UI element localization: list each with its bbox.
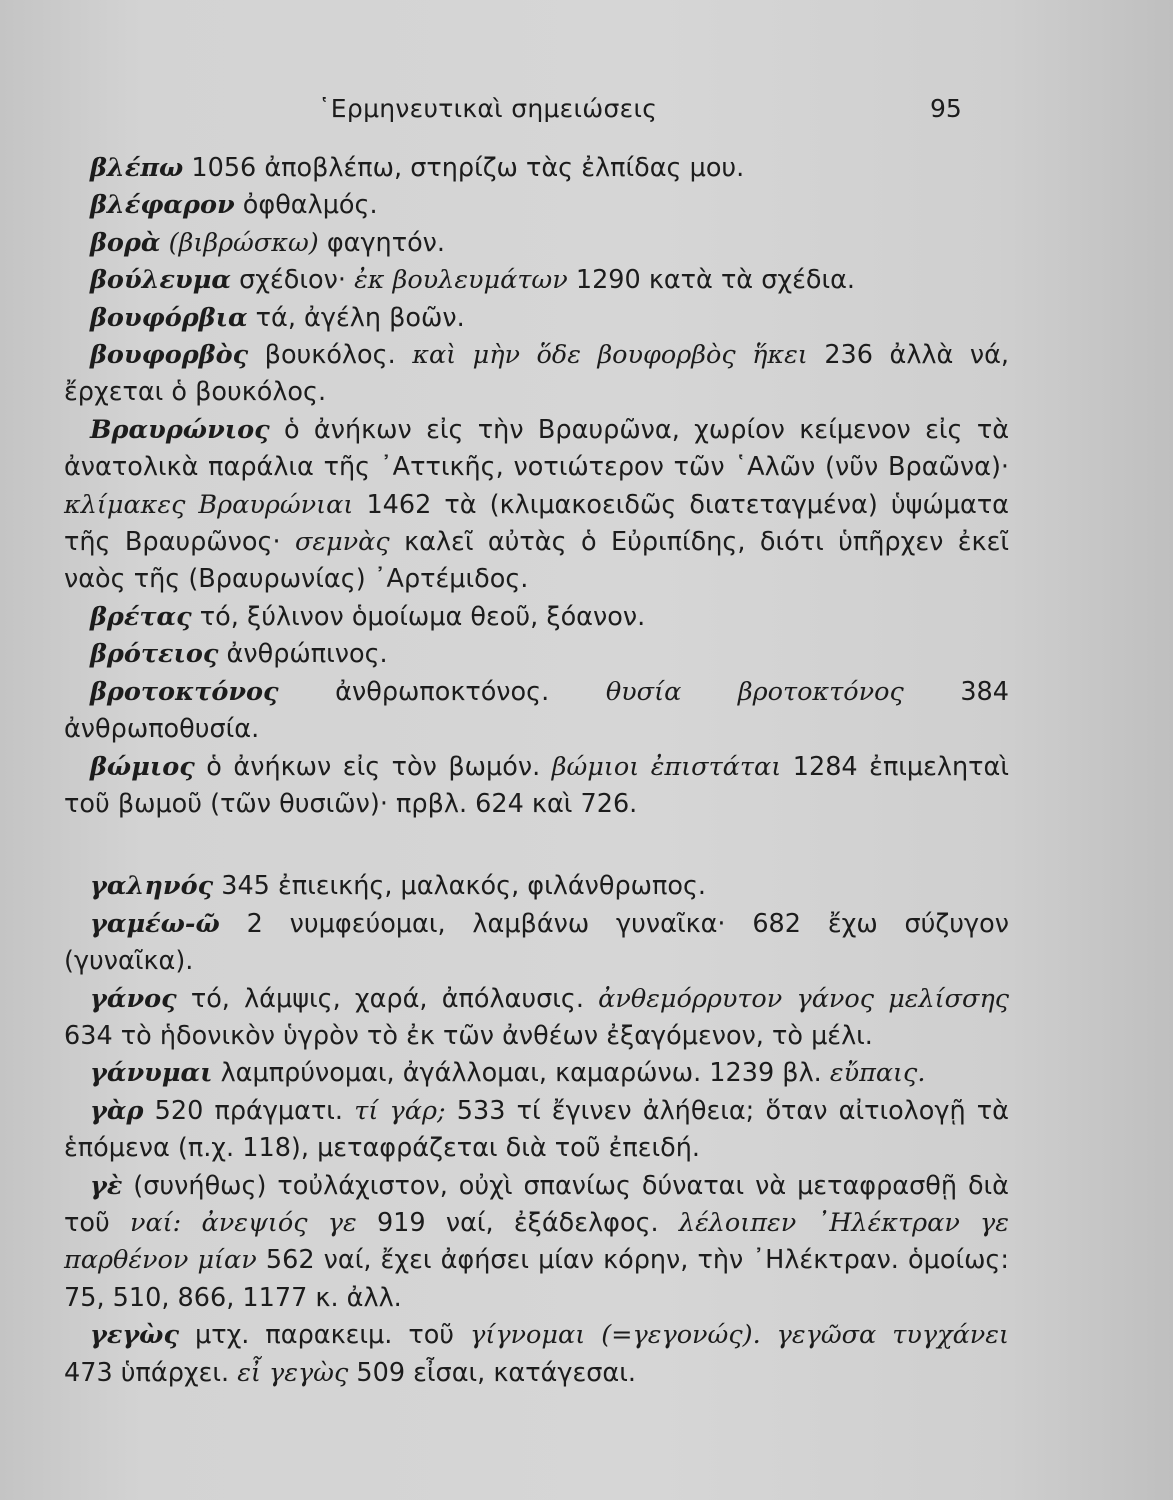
entry-gloss: μτχ. παρακειμ. τοῦ xyxy=(178,1320,471,1351)
entry-lemma: γάνος xyxy=(90,983,177,1014)
entry-gloss: 345 ἐπιεικής, μαλακός, φιλάνθρωπος. xyxy=(213,871,707,902)
entry-lemma: βώμιος xyxy=(90,751,195,782)
page-title: ῾Ερμηνευτικαὶ σημειώσεις xyxy=(318,94,658,123)
entry-gloss: ἀνθρώπινος. xyxy=(218,639,388,670)
entry-gloss: 236 ἀλλὰ νά, ἔρχεται ὁ βουκόλος. xyxy=(64,340,1009,408)
entry-quotation: σεμνὰς xyxy=(295,527,390,558)
entry-quotation: ναί: ἀνεψιός γε xyxy=(129,1207,357,1238)
dictionary-entry xyxy=(64,1055,1009,1092)
entry-lemma: βορὰ xyxy=(90,227,161,258)
dictionary-entry xyxy=(64,150,1009,187)
entry-gloss: 473 ὑπάρχει. xyxy=(64,1357,238,1388)
page-number: 95 xyxy=(930,94,962,123)
entry-gloss: 509 εἶσαι, κατάγεσαι. xyxy=(348,1357,636,1388)
dictionary-entry xyxy=(64,1317,1009,1392)
entry-gloss: 2 νυμφεύομαι, λαμβάνω γυναῖκα· 682 ἔχω σύζυγον (γυναῖκα). xyxy=(64,908,1009,977)
entry-gloss: 1284 ἐπιμεληταὶ τοῦ βωμοῦ (τῶν θυσιῶν)· πρβλ. 624 καὶ 726. xyxy=(64,751,1009,819)
entry-gloss: (συνήθως) τοὐλάχιστον, οὐχὶ σπανίως δύναται νὰ μεταφρασθῇ διὰ τοῦ xyxy=(64,1170,1009,1238)
entry-quotation: ἀνθεμόρρυτον γάνος μελίσσης xyxy=(598,983,1010,1014)
entry-gloss: ὁ ἀνήκων εἰς τὴν Βραυρῶνα, χωρίον κείμενον εἰς τὰ ἀνατολικὰ παράλια τῆς ᾿Αττικῆς, νοτιώτερον τῶν ῾Αλῶν (νῦν Βραῶνα)· xyxy=(64,414,1009,483)
entry-lemma: βρότειος xyxy=(90,639,219,670)
dictionary-entry xyxy=(64,262,1009,299)
entry-gloss: 384 ἀνθρωποθυσία. xyxy=(64,676,1010,745)
entry-gloss: ὁ ἀνήκων εἰς τὸν βωμόν. xyxy=(194,751,552,782)
entry-lemma: βουφορβὸς xyxy=(90,340,249,371)
entry-gloss: 533 τί ἔγινεν ἀλήθεια; ὅταν αἰτιολογῇ τὰ ἑπόμενα (π.χ. 118), μεταφράζεται διὰ τοῦ ἐπειδή. xyxy=(64,1095,1009,1164)
entry-gloss: 919 ναί, ἐξάδελφος. xyxy=(356,1207,679,1238)
entry-quotation: γίγνομαι (=γεγονώς). γεγῶσα τυγχάνει xyxy=(470,1320,1009,1351)
dictionary-entry xyxy=(64,906,1009,981)
dictionary-entry xyxy=(64,636,1009,673)
entry-gloss: φαγητόν. xyxy=(318,227,446,258)
section-gamma xyxy=(64,868,1009,1392)
dictionary-entry xyxy=(64,599,1009,636)
entry-gloss: 634 τὸ ἡδονικὸν ὑγρὸν τὸ ἐκ τῶν ἀνθέων ἐξαγόμενον, τὸ μέλι. xyxy=(64,1020,873,1051)
page-body xyxy=(64,150,1009,1392)
dictionary-entry xyxy=(64,981,1009,1056)
entry-lemma: βλέπω xyxy=(90,153,184,183)
dictionary-entry xyxy=(64,300,1009,337)
entry-gloss: βουκόλος. xyxy=(248,340,413,371)
entry-quotation: κλίμακες Βραυρώνιαι xyxy=(64,489,354,520)
entry-gloss: 1290 κατὰ τὰ σχέδια. xyxy=(567,265,856,296)
entry-quotation: τί γάρ; xyxy=(354,1095,446,1126)
dictionary-entry xyxy=(64,337,1009,412)
entry-gloss: τό, λάμψις, χαρά, ἀπόλαυσις. xyxy=(176,983,599,1014)
entry-lemma: γαληνός xyxy=(90,871,214,902)
entry-gloss: 562 ναί, ἔχει ἀφήσει μίαν κόρην, τὴν ᾿Ηλέκτραν. ὁμοίως: 75, 510, 866, 1177 κ. ἀλλ. xyxy=(64,1245,1009,1313)
dictionary-entry xyxy=(64,412,1009,599)
entry-quotation: εὔπαις. xyxy=(829,1058,926,1089)
entry-quotation: καὶ μὴν ὅδε βουφορβὸς ἥκει xyxy=(412,340,808,371)
section-gap xyxy=(64,823,1009,868)
entry-gloss: 520 πράγματι. xyxy=(143,1095,355,1126)
entry-gloss: τό, ξύλινον ὁμοίωμα θεοῦ, ξόανον. xyxy=(191,601,646,632)
dictionary-entry xyxy=(64,187,1009,224)
entry-lemma: βρέτας xyxy=(90,601,192,632)
dictionary-entry xyxy=(64,1168,1009,1318)
entry-lemma: γάνυμαι xyxy=(90,1058,213,1089)
entry-gloss: λαμπρύνομαι, ἀγάλλομαι, καμαρώνω. 1239 βλ. xyxy=(212,1058,830,1089)
entry-gloss: καλεῖ αὐτὰς ὁ Εὐριπίδης, διότι ὑπῆρχεν ἐκεῖ ναὸς τῆς (Βραυρωνίας) ᾿Αρτέμιδος. xyxy=(64,527,1009,595)
entry-quotation: εἶ γεγὼς xyxy=(237,1357,349,1388)
dictionary-entry xyxy=(64,1093,1009,1168)
entry-lemma: βούλευμα xyxy=(90,265,231,296)
entry-lemma: γαμέω-ῶ xyxy=(90,908,220,939)
dictionary-entry xyxy=(64,868,1009,905)
entry-lemma: Βραυρώνιος xyxy=(90,414,270,445)
dictionary-entry xyxy=(64,674,1009,749)
entry-lemma: γὲ xyxy=(90,1170,123,1201)
entry-quotation: (βιβρώσκω) xyxy=(160,227,319,258)
entry-gloss: ὀφθαλμός. xyxy=(234,190,378,221)
entry-lemma: βουφόρβια xyxy=(90,302,248,333)
section-beta xyxy=(64,150,1009,823)
entry-quotation: ἐκ βουλευμάτων xyxy=(354,265,568,296)
entry-lemma: γεγὼς xyxy=(90,1320,179,1351)
entry-quotation: βώμιοι ἐπιστάται xyxy=(551,751,782,782)
entry-gloss: ἀνθρωποκτόνος. xyxy=(278,676,606,707)
entry-quotation: θυσία βροτοκτόνος xyxy=(605,676,904,707)
entry-gloss: σχέδιον· xyxy=(231,265,355,296)
entry-gloss: τά, ἀγέλη βοῶν. xyxy=(247,302,465,333)
dictionary-entry xyxy=(64,749,1009,824)
dictionary-entry xyxy=(64,225,1009,262)
entry-lemma: βροτοκτόνος xyxy=(90,676,279,707)
entry-lemma: βλέφαρον xyxy=(90,190,235,221)
entry-gloss: 1056 ἀποβλέπω, στηρίζω τὰς ἐλπίδας μου. xyxy=(183,153,745,183)
entry-gloss: 1462 τὰ (κλιμακοειδῶς διατεταγμένα) ὑψώματα τῆς Βραυρῶνος· xyxy=(64,489,1009,558)
entry-lemma: γὰρ xyxy=(90,1095,144,1126)
entry-quotation: λέλοιπεν ᾿Ηλέκτραν γε παρθένον μίαν xyxy=(64,1207,1009,1276)
